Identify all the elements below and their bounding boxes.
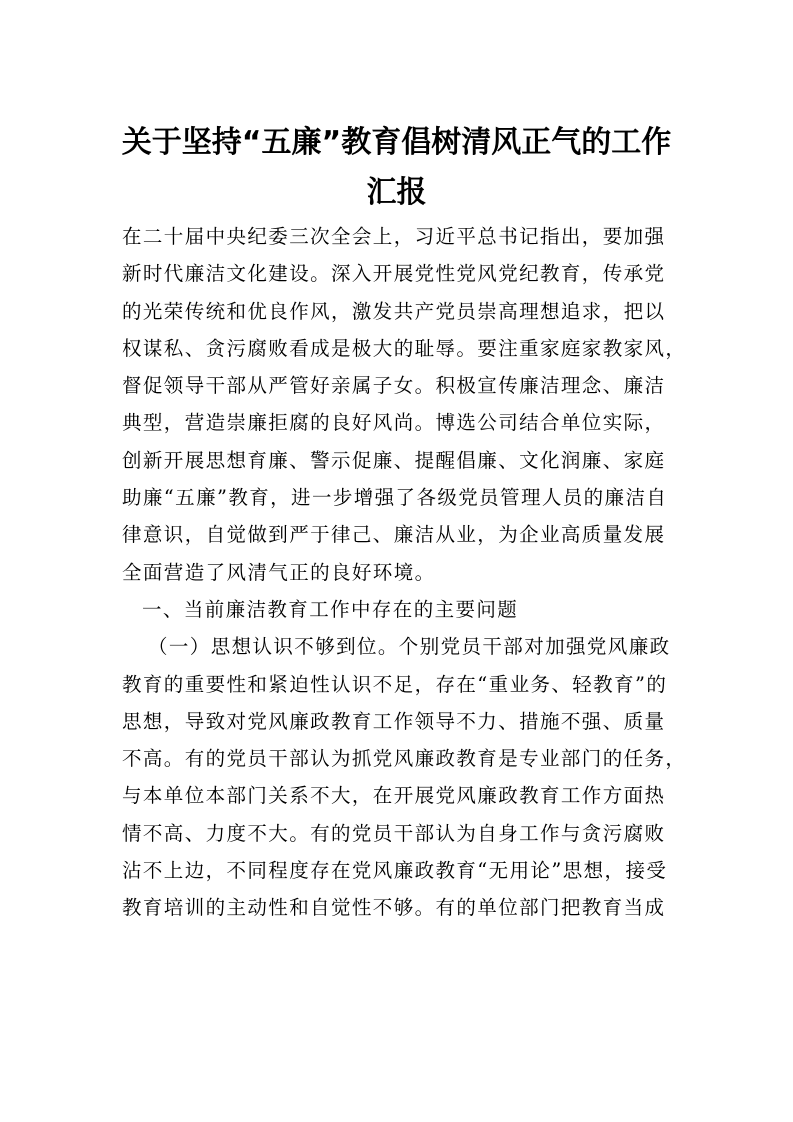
body-line: 思想，导致对党风廉政教育工作领导不力、措施不强、质量 bbox=[122, 709, 666, 733]
document-title bbox=[110, 118, 683, 218]
body-line: 情不高、力度不大。有的党员干部认为自身工作与贪污腐败 bbox=[122, 821, 666, 845]
body-line: 新时代廉洁文化建设。深入开展党性党风党纪教育，传承党 bbox=[122, 262, 666, 286]
body-line: 律意识，自觉做到严于律己、廉洁从业，为企业高质量发展 bbox=[122, 523, 666, 547]
section-heading: 一、当前廉洁教育工作中存在的主要问题 bbox=[142, 597, 519, 621]
body-line: 的光荣传统和优良作风，激发共产党员崇高理想追求，把以 bbox=[122, 299, 666, 323]
body-line: 典型，营造崇廉拒腐的良好风尚。博选公司结合单位实际， bbox=[122, 411, 666, 435]
body-line: 全面营造了风清气正的良好环境。 bbox=[122, 560, 436, 584]
body-line: 不高。有的党员干部认为抓党风廉政教育是专业部门的任务， bbox=[122, 747, 687, 771]
title-line-1: 关于坚持“五廉”教育倡树清风正气的工作 bbox=[121, 125, 672, 160]
body-line: 教育的重要性和紧迫性认识不足，存在“重业务、轻教育”的 bbox=[122, 672, 668, 696]
body-line: 教育培训的主动性和自觉性不够。有的单位部门把教育当成 bbox=[122, 896, 666, 920]
title-line-2: 汇报 bbox=[366, 175, 427, 210]
document-body bbox=[122, 218, 687, 927]
body-line: 创新开展思想育廉、警示促廉、提醒倡廉、文化润廉、家庭 bbox=[122, 448, 666, 472]
body-line: 在二十届中央纪委三次全会上，习近平总书记指出，要加强 bbox=[122, 225, 666, 248]
body-line: 权谋私、贪污腐败看成是极大的耻辱。要注重家庭家教家风， bbox=[122, 336, 687, 360]
subsection-line: （一）思想认识不够到位。个别党员干部对加强党风廉政 bbox=[148, 635, 671, 659]
body-line: 助廉“五廉”教育，进一步增强了各级党员管理人员的廉洁自 bbox=[122, 486, 668, 510]
body-line: 与本单位本部门关系不大，在开展党风廉政教育工作方面热 bbox=[122, 784, 666, 808]
body-line: 督促领导干部从严管好亲属子女。积极宣传廉洁理念、廉洁 bbox=[122, 374, 666, 398]
body-line: 沾不上边，不同程度存在党风廉政教育“无用论”思想，接受 bbox=[122, 859, 668, 883]
